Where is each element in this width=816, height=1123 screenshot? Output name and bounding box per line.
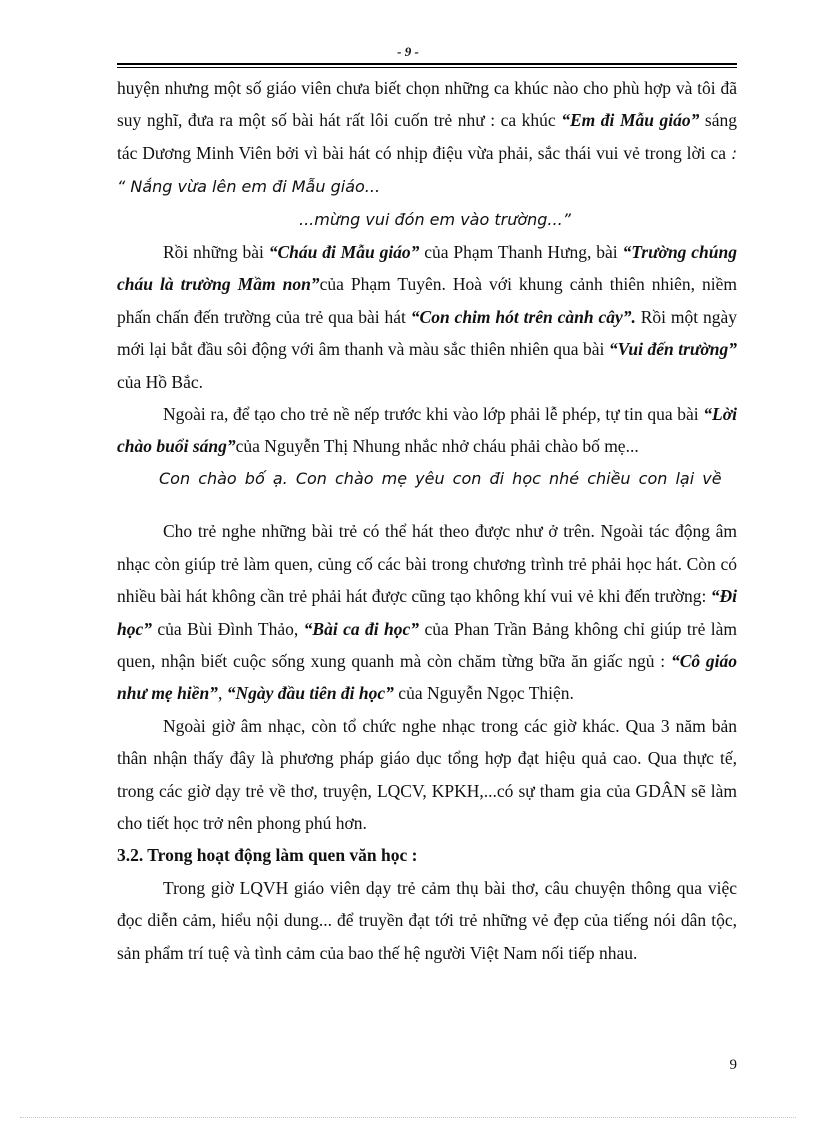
lyric-quote-1-line-2: ...mừng vui đón em vào trường...” xyxy=(299,209,571,229)
p1-lyric-line-1: : “ Nắng vừa lên em đi Mẫu giáo... xyxy=(117,143,737,197)
lyric-quote-2: Con chào bố ạ. Con chào mẹ yêu con đi học nhé chiều con lại về xyxy=(159,468,722,488)
paragraph-4 xyxy=(117,515,737,709)
p4-song-title-3: “Cô giáo như mẹ hiền” xyxy=(117,650,737,704)
p4-text-1: Cho trẻ nghe những bài trẻ có thể hát theo được như ở trên. Ngoài tác động âm nhạc còn giúp trẻ làm quen, củng cố các bài trong chương trình trẻ phải học hát. Còn có nhiều bài hát không cần trẻ phải hát được cũng tạo không khí vui vẻ khi đến trường: xyxy=(117,521,737,607)
p4-song-title-1: “Đi học” xyxy=(117,586,737,639)
p4-text-4: , xyxy=(217,683,227,704)
document-body xyxy=(117,72,737,969)
p3-text-1: Ngoài ra, để tạo cho trẻ nề nếp trước khi vào lớp phải lễ phép, tự tin qua bài xyxy=(163,404,704,425)
p2-song-title-3: “Con chim hót trên cành cây”. xyxy=(410,306,636,327)
p4-text-2: của Bùi Đình Thảo, xyxy=(152,618,304,639)
section-heading: 3.2. Trong hoạt động làm quen văn học : xyxy=(117,845,418,866)
p3-text-2: của Nguyễn Thị Nhung nhắc nhở cháu phải chào bố mẹ... xyxy=(235,436,639,457)
p1-song-title-1: “Em đi Mẫu giáo” xyxy=(561,110,700,131)
paragraph-1 xyxy=(117,72,737,204)
header-rule-thick xyxy=(117,63,737,65)
header-page-marker: - 9 - xyxy=(397,44,419,59)
p1-text-2: sáng tác Dương Minh Viên bởi vì bài hát có nhịp điệu vừa phải, sắc thái vui vẻ trong lời ca xyxy=(117,110,737,163)
p4-song-title-4: “Ngày đầu tiên đi học” xyxy=(226,683,394,704)
spacer xyxy=(117,495,737,515)
paragraph-3 xyxy=(117,398,737,463)
header-rule-thin xyxy=(117,67,737,68)
p2-text-4: Rồi một ngày mới lại bắt đầu sôi động với âm thanh và màu sắc thiên nhiên qua bài xyxy=(117,306,738,360)
paragraph-5: Ngoài giờ âm nhạc, còn tổ chức nghe nhạc trong các giờ khác. Qua 3 năm bản thân nhận thấy đây là phương pháp giáo dục tổng hợp đạt hiệu quả cao. Qua thực tế, trong các giờ dạy trẻ về thơ, truyện, LQCV, KPKH,...có sự tham gia của GDÂN sẽ làm cho tiết học trở nên phong phú hơn. xyxy=(117,715,737,833)
footer-page-number: 9 xyxy=(729,1057,737,1073)
p2-song-title-2: “Trường chúng cháu là trường Mầm non” xyxy=(117,242,737,295)
page-bottom-border xyxy=(20,1117,796,1118)
p2-song-title-4: “Vui đến trường” xyxy=(608,339,737,360)
p1-text-1: huyện nhưng một số giáo viên chưa biết chọn những ca khúc nào cho phù hợp và tôi đã suy nghĩ, đưa ra một số bài hát rất lôi cuốn trẻ như : ca khúc xyxy=(117,78,737,131)
p2-text-2: của Phạm Thanh Hưng, bài xyxy=(419,242,623,263)
paragraph-6: Trong giờ LQVH giáo viên dạy trẻ cảm thụ bài thơ, câu chuyện thông qua việc đọc diễn cảm, hiểu nội dung... để truyền đạt tới trẻ những vẻ đẹp của tiếng nói dân tộc, sản phẩm trí tuệ và tình cảm của bao thế hệ người Việt Nam nối tiếp nhau. xyxy=(117,877,737,963)
p4-text-3: của Phan Trần Bảng không chỉ giúp trẻ làm quen, nhận biết cuộc sống xung quanh mà còn chăm từng bữa ăn giấc ngủ : xyxy=(117,618,737,671)
p2-text-5: của Hồ Bắc. xyxy=(117,371,204,392)
p2-text-1: Rồi những bài xyxy=(163,242,269,263)
paragraph-2 xyxy=(117,236,737,398)
p2-text-3: của Phạm Tuyên. Hoà với khung cảnh thiên nhiên, niềm phấn chấn đến trường của trẻ qua bài hát xyxy=(117,274,738,327)
p4-song-title-2: “Bài ca đi học” xyxy=(303,618,420,639)
p2-song-title-1: “Cháu đi Mẫu giáo” xyxy=(268,242,420,263)
p3-song-title-1: “Lời chào buổi sáng” xyxy=(117,404,737,457)
p4-text-5: của Nguyễn Ngọc Thiện. xyxy=(393,683,574,704)
